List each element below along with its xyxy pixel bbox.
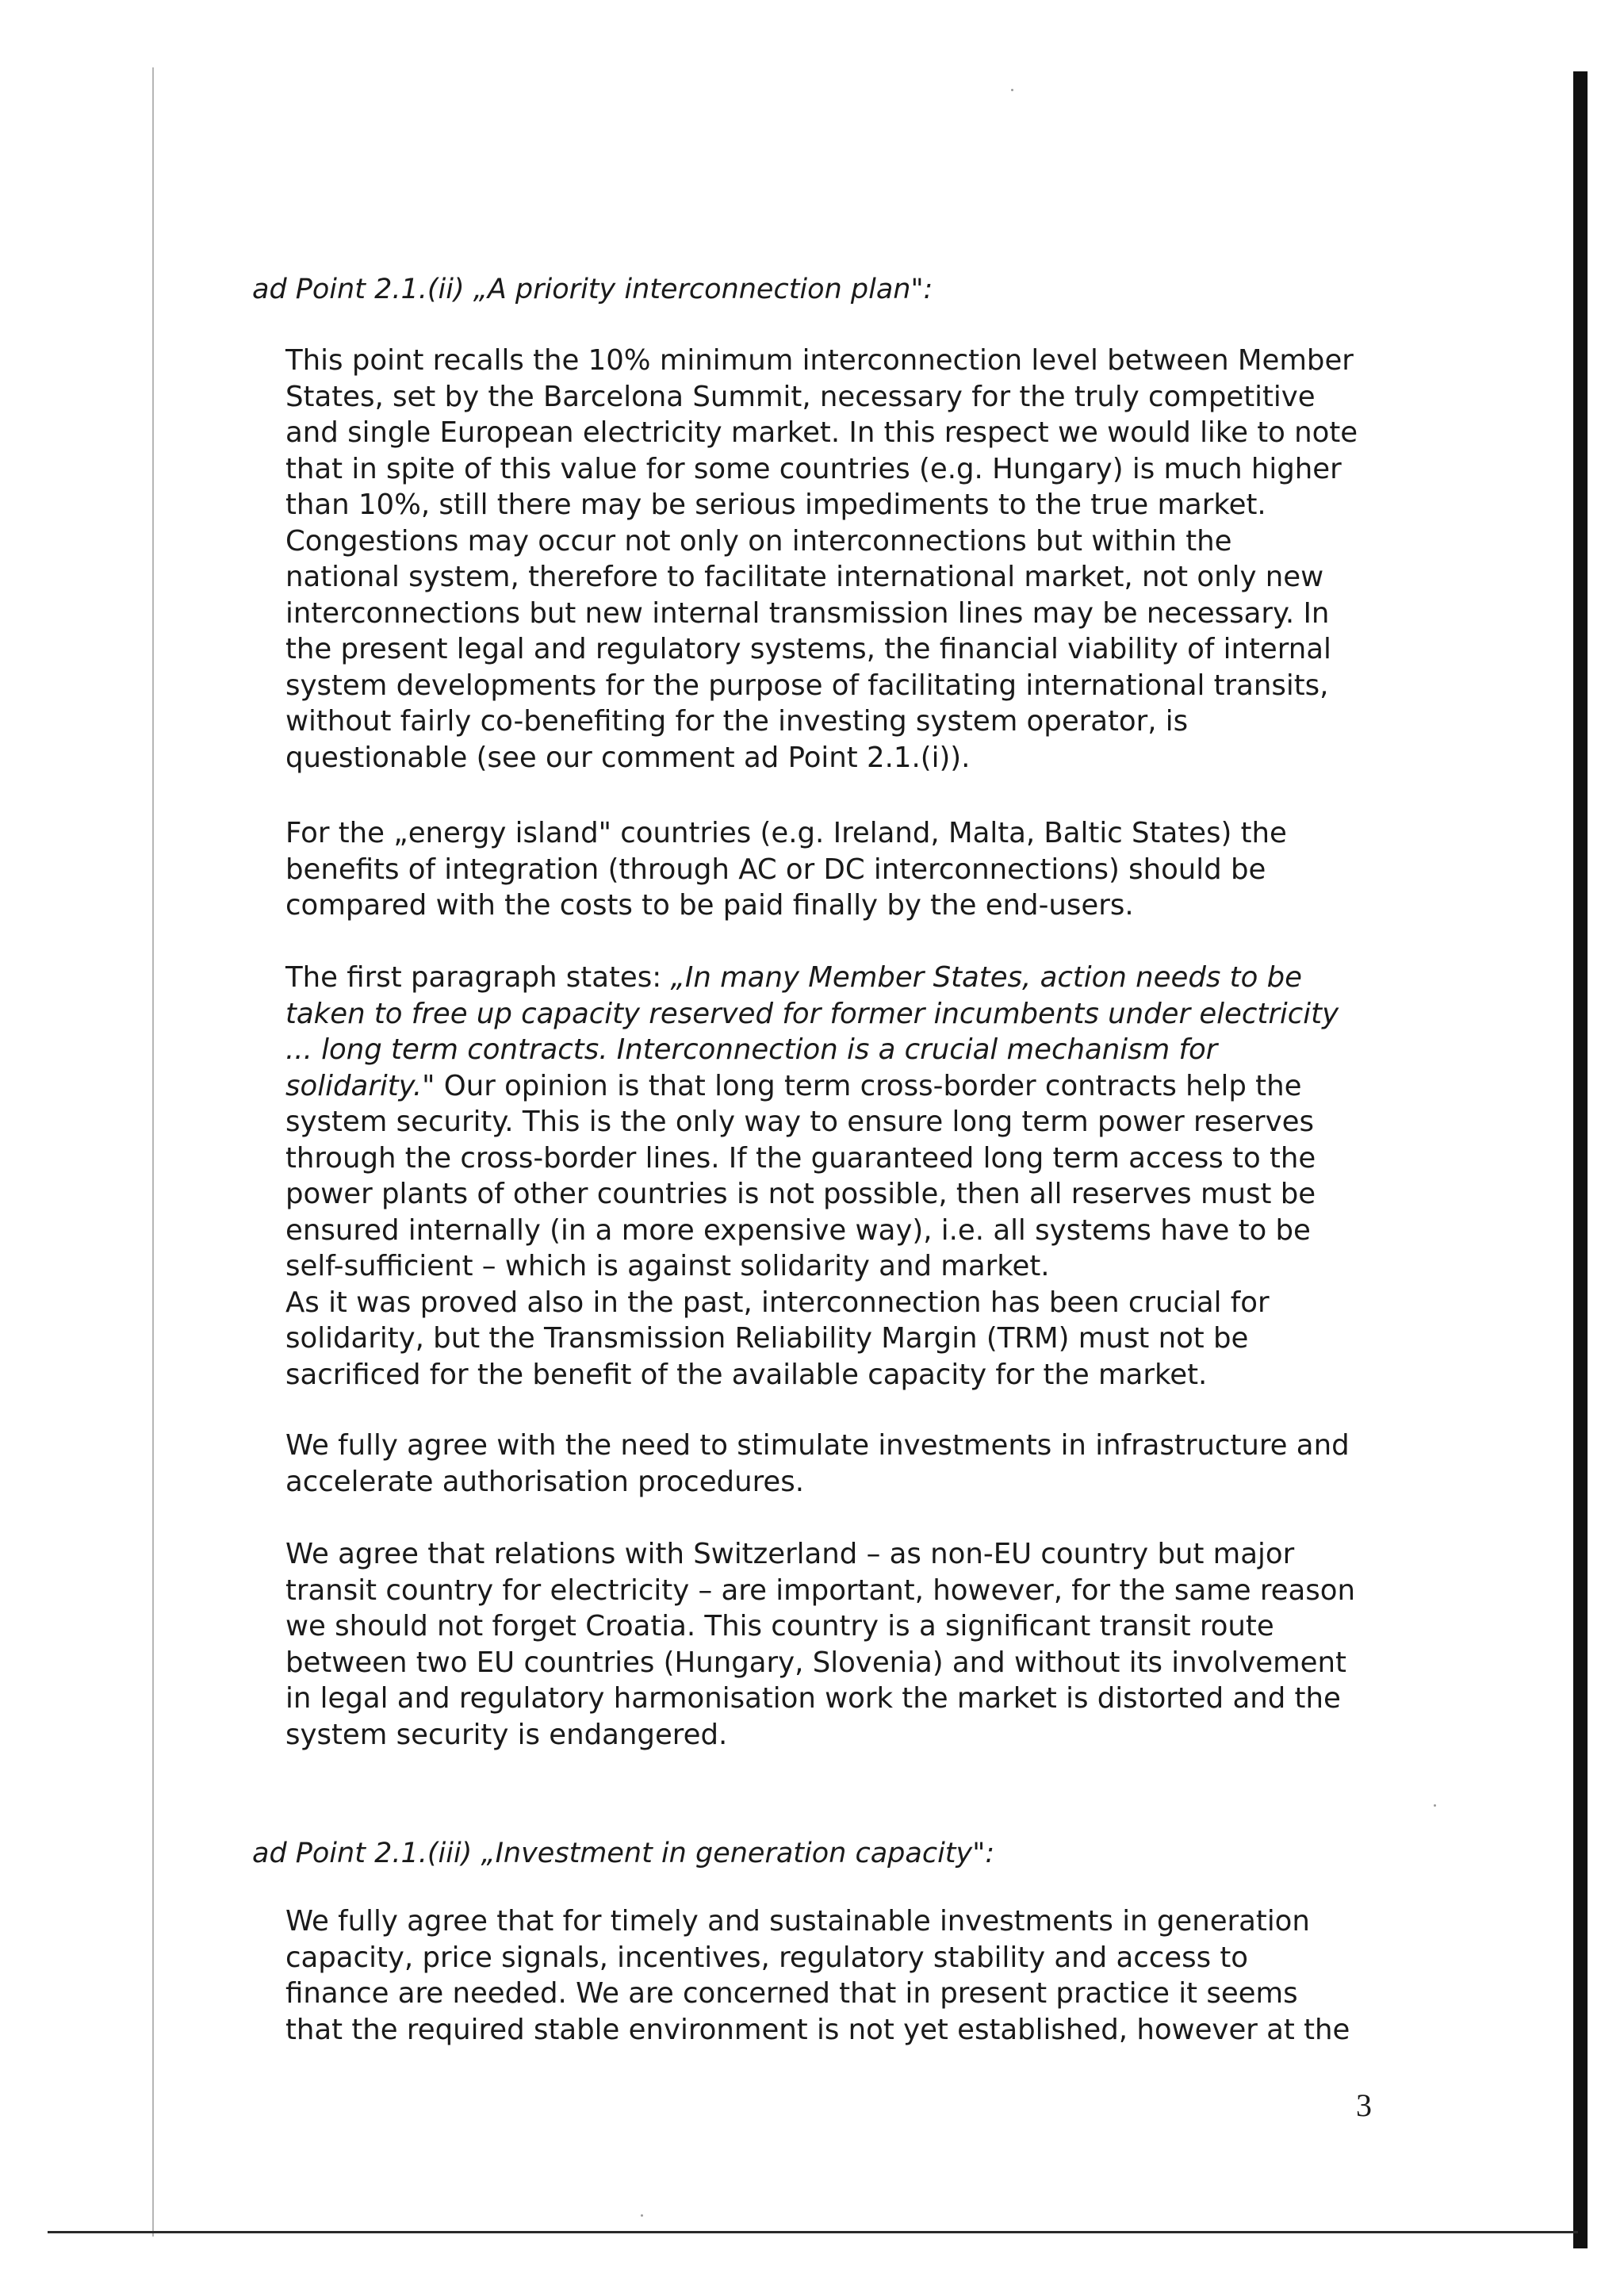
text-line: transit country for electricity – are important, however, for the same reason	[285, 1573, 1356, 1607]
text-line: power plants of other countries is not possible, then all reserves must be	[285, 1178, 1316, 1210]
scan-speck	[641, 2214, 643, 2217]
text-line: that the required stable environment is not yet established, however at the	[285, 2013, 1350, 2046]
text-line: solidarity, but the Transmission Reliability Margin (TRM) must not be	[285, 1322, 1249, 1355]
text-line: For the „energy island" countries (e.g. Ireland, Malta, Baltic States) the	[285, 817, 1287, 849]
paragraph-energy-island	[285, 815, 1388, 924]
scan-bottom-edge-line	[48, 2231, 1578, 2233]
paragraph-generation-capacity	[285, 1903, 1388, 2048]
text-line: sacrificed for the benefit of the available capacity for the market.	[285, 1358, 1208, 1391]
section-heading-2-1-iii: ad Point 2.1.(iii) „Investment in generation capacity":	[252, 1838, 995, 1869]
text-line: the present legal and regulatory systems, the financial viability of internal	[285, 633, 1331, 665]
text-line: States, set by the Barcelona Summit, necessary for the truly competitive	[285, 380, 1316, 413]
text-line: As it was proved also in the past, interconnection has been crucial for	[285, 1286, 1270, 1319]
section-heading-2-1-ii: ad Point 2.1.(ii) „A priority interconnection plan":	[252, 274, 933, 305]
scan-right-edge-bar	[1573, 71, 1588, 2248]
text-line: This point recalls the 10% minimum interconnection level between Member	[285, 344, 1354, 377]
text-line: We agree that relations with Switzerland – as non-EU country but major	[285, 1538, 1295, 1570]
text-line	[285, 1032, 1388, 1068]
text-line: than 10%, still there may be serious impediments to the true market.	[285, 489, 1266, 521]
text-line: system developments for the purpose of facilitating international transits,	[285, 669, 1329, 702]
quoted-text: taken to free up capacity reserved for former incumbents under electricity	[285, 997, 1339, 1030]
paragraph-interconnection-level	[285, 343, 1388, 776]
text-line: national system, therefore to facilitate international market, not only new	[285, 561, 1324, 593]
scan-speck	[1434, 1804, 1436, 1807]
text-line: without fairly co-benefiting for the investing system operator, is	[285, 705, 1189, 738]
text-line	[285, 1068, 1388, 1105]
text-line: benefits of integration (through AC or DC interconnections) should be	[285, 853, 1266, 886]
text-line	[285, 960, 1388, 996]
text-line: and single European electricity market. In this respect we would like to note	[285, 416, 1358, 449]
text-line: finance are needed. We are concerned that in present practice it seems	[285, 1977, 1298, 2010]
paragraph-infrastructure-investment	[285, 1428, 1388, 1500]
text-line: in legal and regulatory harmonisation work the market is distorted and the	[285, 1682, 1341, 1715]
text-line: compared with the costs to be paid finally by the end-users.	[285, 889, 1134, 922]
text-line: We fully agree that for timely and sustainable investments in generation	[285, 1905, 1310, 1938]
text-line: questionable (see our comment ad Point 2.1.(i)).	[285, 741, 971, 774]
scan-speck	[1011, 89, 1013, 91]
text-line: between two EU countries (Hungary, Slovenia) and without its involvement	[285, 1646, 1346, 1679]
quoted-text: „In many Member States, action needs to be	[670, 961, 1302, 994]
text-line: self-sufficient – which is against solidarity and market.	[285, 1250, 1050, 1282]
text-line: Congestions may occur not only on interconnections but within the	[285, 524, 1232, 558]
text-line: ensured internally (in a more expensive way), i.e. all systems have to be	[285, 1213, 1311, 1247]
paragraph-switzerland-croatia	[285, 1536, 1388, 1753]
text-segment: The first paragraph states:	[285, 961, 671, 994]
text-line: through the cross-border lines. If the guaranteed long term access to the	[285, 1141, 1316, 1175]
text-segment: " Our opinion is that long term cross-border contracts help the	[422, 1069, 1302, 1102]
text-line: accelerate authorisation procedures.	[285, 1465, 805, 1498]
page-number: 3	[1356, 2087, 1372, 2123]
text-line	[285, 996, 1388, 1033]
scan-left-margin-line	[152, 67, 154, 2237]
text-line: capacity, price signals, incentives, regulatory stability and access to	[285, 1941, 1249, 1974]
text-line: we should not forget Croatia. This country is a significant transit route	[285, 1610, 1274, 1642]
text-line: that in spite of this value for some countries (e.g. Hungary) is much higher	[285, 452, 1342, 485]
text-line: system security is endangered.	[285, 1718, 728, 1751]
text-line: We fully agree with the need to stimulate investments in infrastructure and	[285, 1429, 1350, 1462]
quoted-text: solidarity.	[285, 1069, 423, 1102]
text-line: interconnections but new internal transmission lines may be necessary. In	[285, 596, 1330, 630]
text-line: system security. This is the only way to ensure long term power reserves	[285, 1106, 1314, 1138]
paragraph-long-term-contracts	[285, 960, 1388, 1393]
quoted-text: ... long term contracts. Interconnection is a crucial mechanism for	[285, 1033, 1218, 1066]
